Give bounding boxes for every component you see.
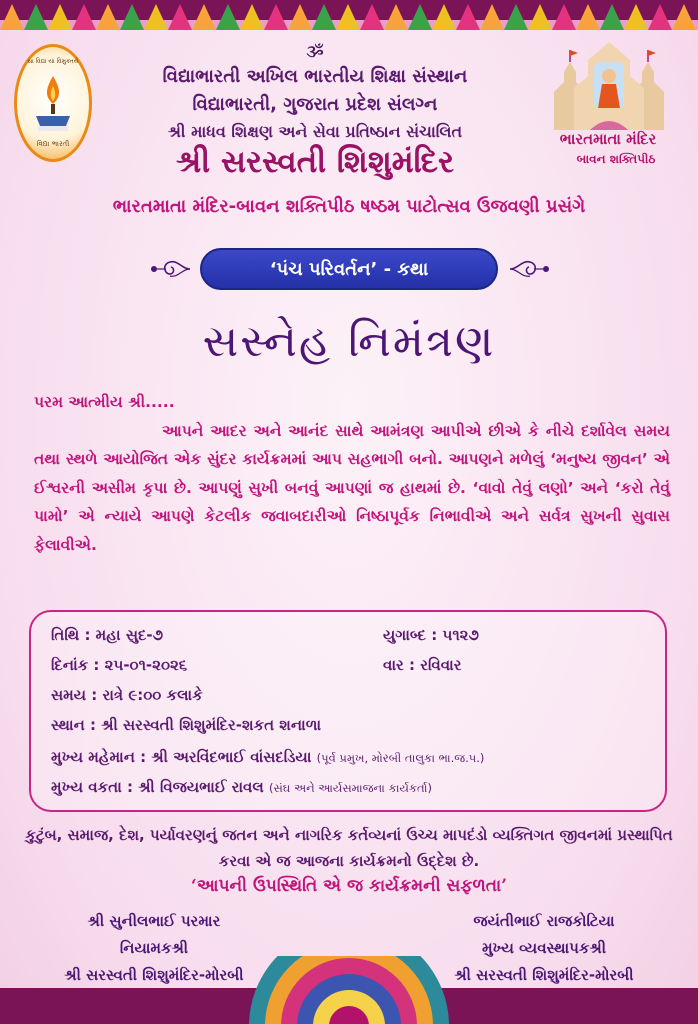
mandir-logo-subtitle: બાવન શક્તિપીઠ [576,152,656,166]
event-details-box [29,610,667,812]
vidya-bharati-logo [14,44,92,162]
occasion-heading: ભારતમાતા મંદિર-બાવન શક્તિપીઠ ષષ્ઠમ પાટોત્સવ ઉજવણી પ્રસંગે [112,196,586,217]
header-line-1: વિદ્યાભારતી અખિલ ભારતીય શિક્ષા સંસ્થાન [162,66,468,87]
tithi: તિથિ : મહા સુદ-૭ [51,626,164,644]
diya-icon [34,74,72,134]
header-line-3: શ્રી માધવ શિક્ષણ અને સેવા પ્રતિષ્ઠાન સંચાલિત [167,122,463,141]
bharatmata-mandir-logo [528,42,688,182]
main-speaker [51,778,432,796]
speaker-name: મુખ્ય વકતા : શ્રી વિજયભાઈ રાવલ [51,778,264,796]
signatory-left-org: શ્રી સરસ્વતી શિશુમંદિર-મોરબી [64,966,244,984]
event-badge-row [0,248,698,292]
signatory-left-name: શ્રી સુનીલભાઈ પરમાર [87,912,221,930]
salutation: પરમ આત્મીય શ્રી..... [34,393,175,411]
temple-icon [544,42,674,132]
chief-guest [51,748,484,766]
event-badge: ‘પંચ પરિવર્તન’ - કથા [200,248,498,290]
om-symbol: ૐ [306,42,324,61]
signatory-right-role: મુખ્ય વ્યવસ્થાપકશ્રી [481,939,607,957]
signatory-right-org: શ્રી સરસ્વતી શિશુમંદિર-મોરબી [454,966,634,984]
header-line-2: વિદ્યાભારતી, ગુજરાત પ્રદેશ સંલગ્ન [192,94,438,115]
slogan: ‘આપની ઉપસ્થિતિ એ જ કાર્યક્રમની સફળતા’ [190,876,508,896]
event-date: દિનાંક : ૨૫-૦૧-૨૦૨૬ [51,656,188,674]
invitation-body [34,388,670,559]
invitation-title: સસ્નેહ નિમંત્રણ [202,316,496,367]
signatory-left-role: નિયામકશ્રી [119,939,189,957]
mandir-logo-title: ભારતમાતા મંદિર [559,130,657,148]
top-decorative-border [0,0,698,30]
event-venue: સ્થાન : શ્રી સરસ્વતી શિશુમંદિર-શકત શનાળા [51,716,322,734]
event-time: સમય : રાત્રે ૯:૦૦ કલાકે [51,686,203,704]
chief-guest-name: મુખ્ય મહેમાન : શ્રી અરવિંદભાઈ વાંસદડિયા [51,748,312,766]
logo-motto: સા વિદ્યા યા વિમુક્તયે [27,58,79,65]
left-flourish-icon [148,256,192,282]
right-flourish-icon [508,256,552,282]
program-purpose: કુટુંબ, સમાજ, દેશ, પર્યાવરણનું જતન અને નાગરિક કર્તવ્યનાં ઉચ્ચ માપદંડો વ્યક્તિગત જીવનમાં પ્રસ્થાપિત કરવા એ જ આજના કાર્યક્રમનો ઉદ્દેશ છે. [25,826,673,870]
yugabd: યુગાબ્દ : ૫૧૨૭ [383,626,479,644]
school-name: શ્રી સરસ્વતી શિશુમંદિર [176,144,454,180]
mandala-icon [244,956,454,1024]
body-paragraph: આપને આદર અને આનંદ સાથે આમંત્રણ આપીએ છીએ કે નીચે દર્શાવેલ સમય તથા સ્થળે આયોજિત એક સુંદર કાર્યક્રમમાં આપ સહભાગી બનો. આપણને મળેલું ‘મનુષ્ય જીવન’ એ ઈશ્વરની અસીમ કૃપા છે. આપણું સુખી બનવું આપણાં જ હાથમાં છે. ‘વાવો તેવું લણો’ અને ‘કરો તેવું પામો’ એ ન્યાયે આપણે કેટલીક જવાબદારીઓ નિષ્ઠાપૂર્વક નિભાવીએ અને સર્વત્ર સુખની સુવાસ ફેલાવીએ. [34,421,670,554]
speaker-note: (સંઘ અને આર્યસમાજના કાર્યકર્તા) [268,781,432,795]
logo-caption: વિદ્યા ભારતી [36,140,70,148]
signatory-right-name: જયંતીભાઈ રાજકોટિયા [473,912,615,930]
chief-guest-note: (પૂર્વ પ્રમુખ, મોરબી તાલુકા ભા.જ.પ.) [316,751,485,765]
event-day: વાર : રવિવાર [383,656,462,674]
